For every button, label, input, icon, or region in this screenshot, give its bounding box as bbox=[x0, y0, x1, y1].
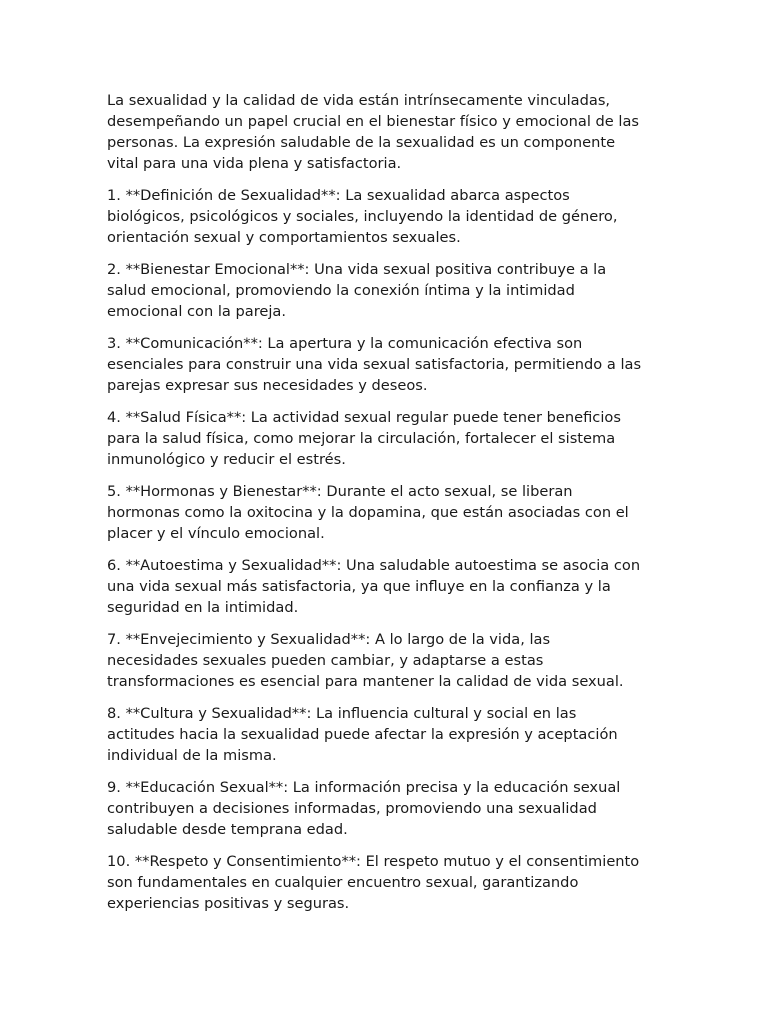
list-item-definicion: 1. **Definición de Sexualidad**: La sexualidad abarca aspectos biológicos, psicológicos y sociales, incluyendo la identidad de género, orientación sexual y comportamientos sexuales. bbox=[107, 187, 618, 246]
list-item-envejecimiento: 7. **Envejecimiento y Sexualidad**: A lo largo de la vida, las necesidades sexuales pueden cambiar, y adaptarse a estas transformaciones es esencial para mantener la calidad de vida sexual. bbox=[107, 631, 624, 690]
list-item-educacion: 9. **Educación Sexual**: La información precisa y la educación sexual contribuyen a decisiones informadas, promoviendo una sexualidad saludable desde temprana edad. bbox=[107, 779, 621, 838]
list-item-autoestima: 6. **Autoestima y Sexualidad**: Una saludable autoestima se asocia con una vida sexual más satisfactoria, ya que influye en la confianza y la seguridad en la intimidad. bbox=[107, 557, 641, 616]
list-item-hormonas: 5. **Hormonas y Bienestar**: Durante el acto sexual, se liberan hormonas como la oxitocina y la dopamina, que están asociadas con el placer y el vínculo emocional. bbox=[107, 483, 629, 542]
list-item-salud-fisica: 4. **Salud Física**: La actividad sexual regular puede tener beneficios para la salud física, como mejorar la circulación, fortalecer el sistema inmunológico y reducir el estrés. bbox=[107, 409, 621, 468]
document-page bbox=[107, 90, 667, 925]
list-item-bienestar-emocional: 2. **Bienestar Emocional**: Una vida sexual positiva contribuye a la salud emocional, promoviendo la conexión íntima y la intimidad emocional con la pareja. bbox=[107, 261, 607, 320]
list-item-respeto: 10. **Respeto y Consentimiento**: El respeto mutuo y el consentimiento son fundamentales en cualquier encuentro sexual, garantizando experiencias positivas y seguras. bbox=[107, 853, 640, 912]
list-item-cultura: 8. **Cultura y Sexualidad**: La influencia cultural y social en las actitudes hacia la sexualidad puede afectar la expresión y aceptación individual de la misma. bbox=[107, 705, 618, 764]
list-item-comunicacion: 3. **Comunicación**: La apertura y la comunicación efectiva son esenciales para construir una vida sexual satisfactoria, permitiendo a las parejas expresar sus necesidades y deseos. bbox=[107, 335, 642, 394]
intro-paragraph: La sexualidad y la calidad de vida están intrínsecamente vinculadas, desempeñando un papel crucial en el bienestar físico y emocional de las personas. La expresión saludable de la sexualidad es un componente vital para una vida plena y satisfactoria. bbox=[107, 92, 640, 172]
